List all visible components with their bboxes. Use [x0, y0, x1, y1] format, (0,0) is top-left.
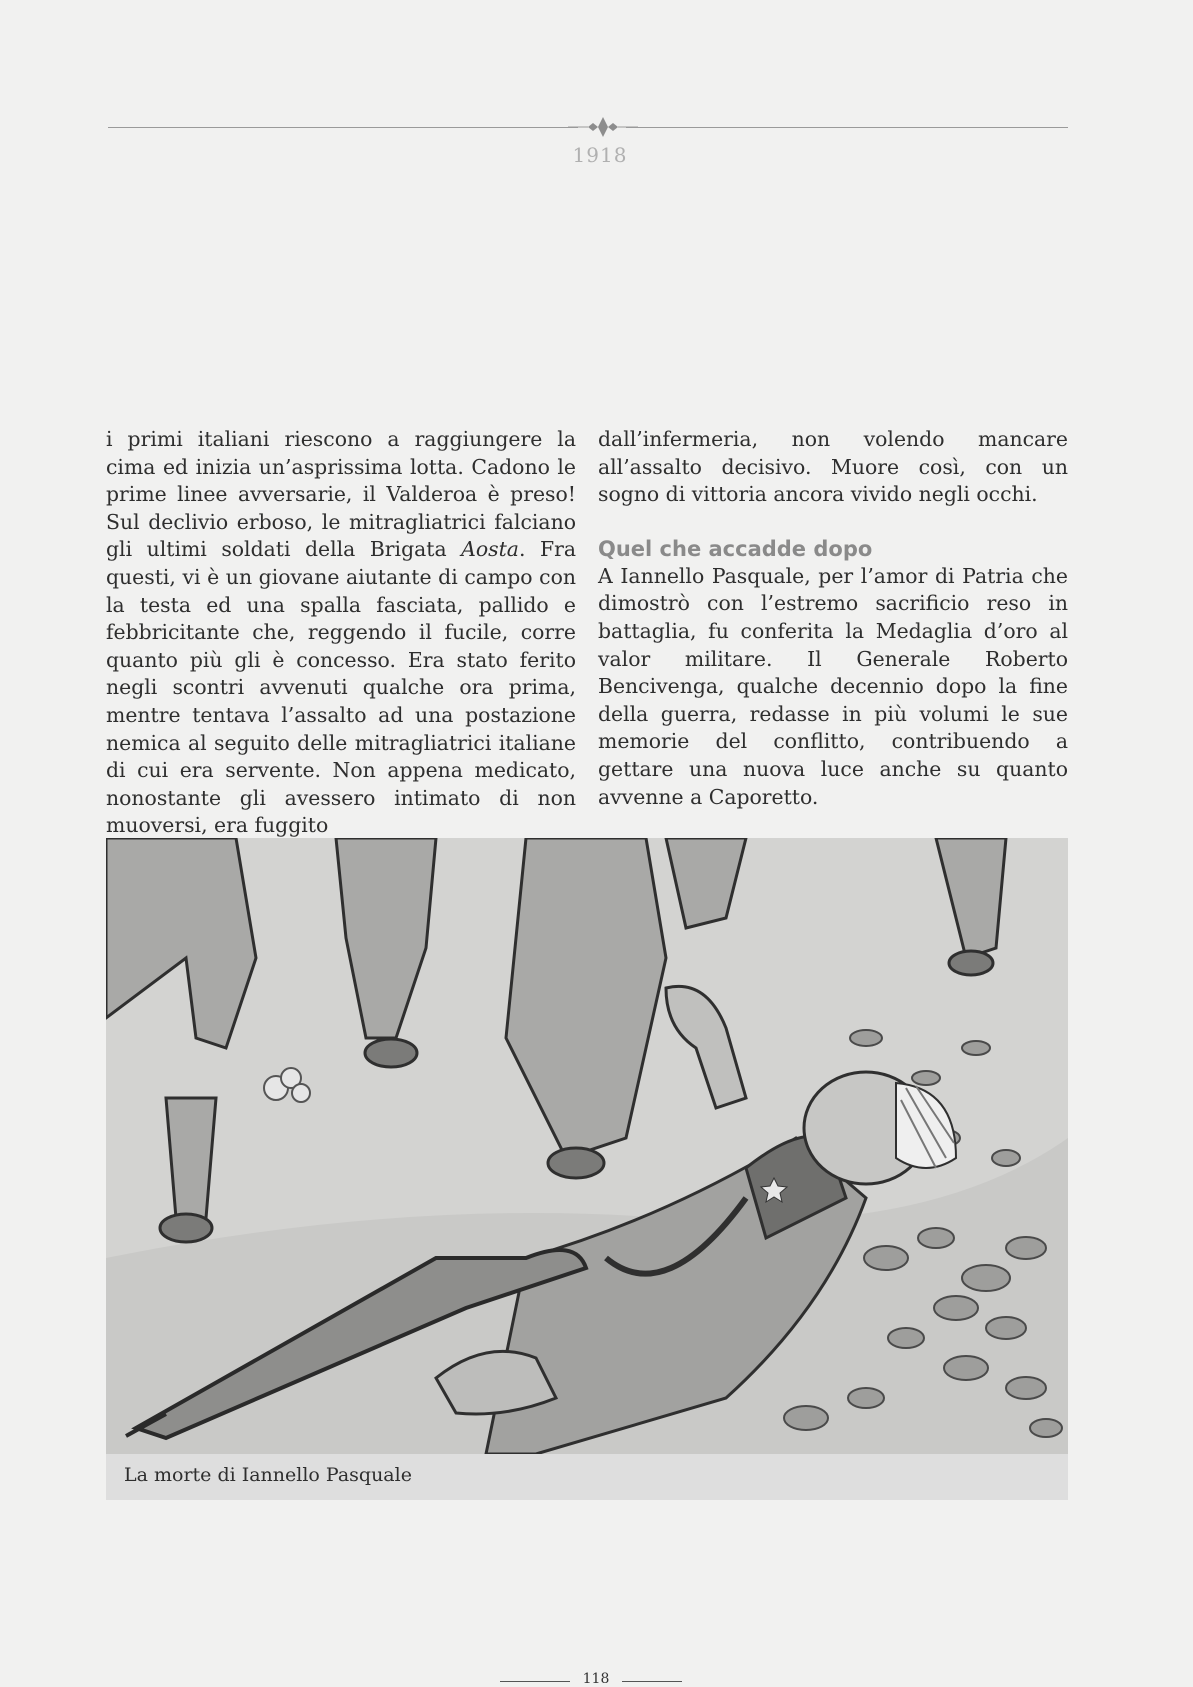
section-paragraph: A Iannello Pasquale, per l’amor di Patria che dimostrò con l’estremo sacrificio reso in battaglia, fu conferita la Medaglia d’oro al valor militare. Il Generale Roberto Bencivenga, qualche decennio dopo la fine della guerra, redasse in più volumi le sue memorie del conflitto, contribuendo a gettare una nuova luce anche su quanto avvenne a Caporetto.	[598, 563, 1068, 809]
left-text-after-italic: . Fra questi, vi è un giovane aiutante di campo con la testa ed una spalla fasciata, pallido e febbricitante che, reggendo il fucile, corre quanto più gli è concesso. Era stato ferito negli scontri avvenuti qualche ora prima, mentre tentava l’assalto ad una postazione nemica al seguito delle mitragliatrici italiane di cui era servente. Non appena medicato, nonostante gli avessero intimato di non muoversi, era fuggito	[106, 537, 576, 838]
illustration	[106, 838, 1068, 1454]
left-text-before-italic: i primi italiani riescono a raggiungere la cima ed inizia un’asprissima lotta. Cadono le prime linee avversarie, il Valderoa è preso! Sul declivio erboso, le mitragliatrici falciano gli ultimi soldati della Brigata	[106, 427, 576, 562]
section-heading: Quel che accadde dopo	[598, 536, 873, 561]
running-head: 1918	[572, 143, 628, 167]
left-text-italic: Aosta	[461, 537, 519, 562]
right-column-continuation: dall’infermeria, non volendo mancare all’assalto decisivo. Muore così, con un sogno di vittoria ancora vivido negli occhi.	[598, 427, 1068, 507]
left-column-paragraph	[106, 426, 576, 840]
figure-caption: La morte di Iannello Pasquale	[124, 1464, 412, 1486]
header-rule-right	[626, 127, 1068, 128]
caption-bar	[106, 1454, 1068, 1500]
left-column	[106, 426, 576, 840]
footer-rule-right	[622, 1681, 682, 1682]
illustration-drawing	[106, 838, 1068, 1454]
page-number: 118	[582, 1671, 610, 1687]
right-column	[598, 426, 1068, 811]
header-rule-left	[108, 127, 578, 128]
